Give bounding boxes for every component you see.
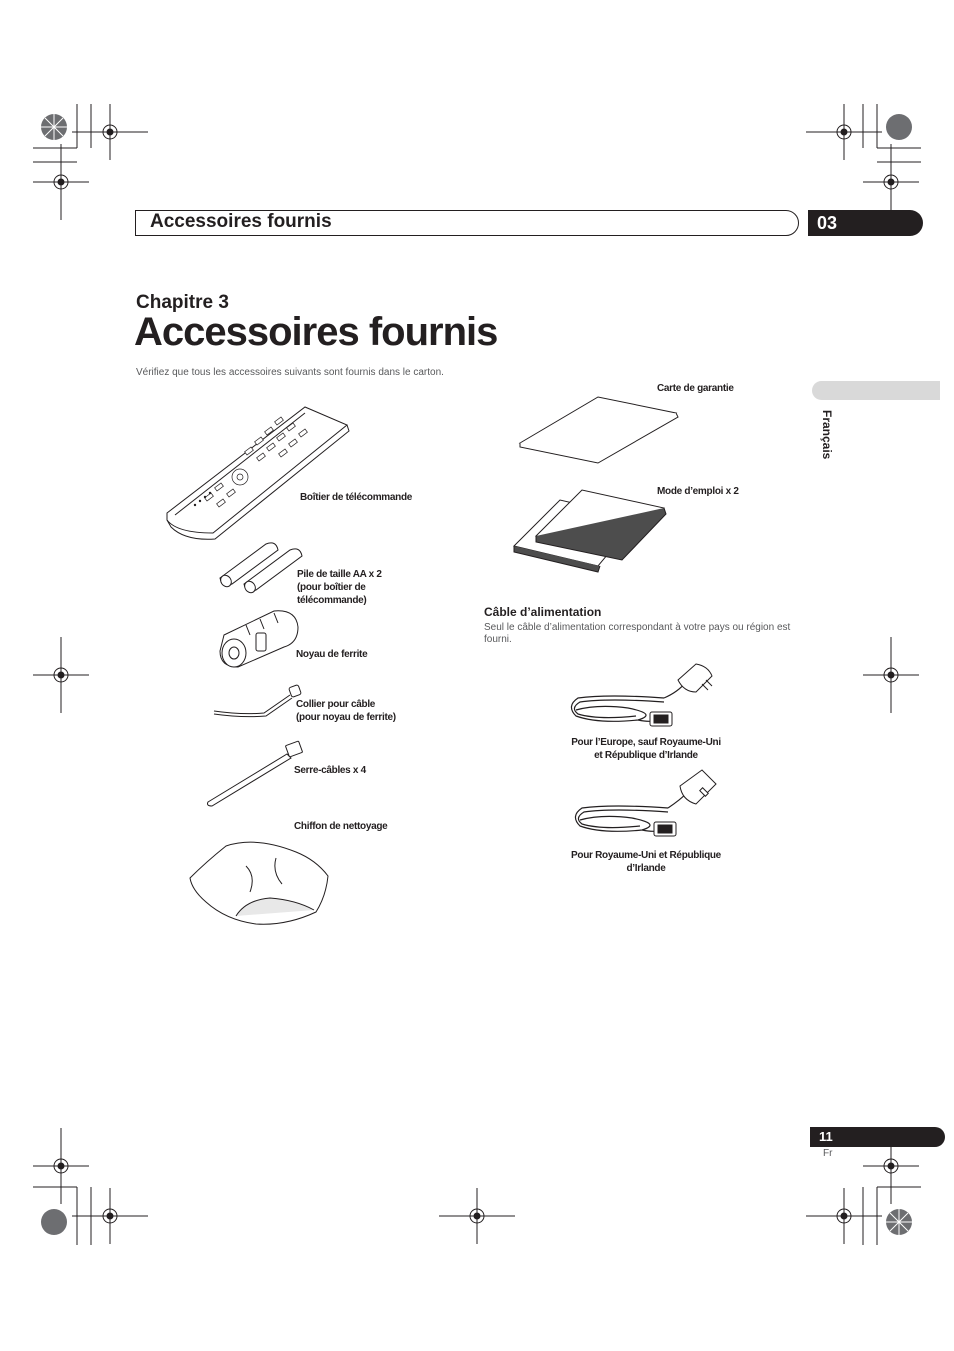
caption-ferrite: Noyau de ferrite (296, 649, 368, 660)
caption-europe-line1: Pour l’Europe, sauf Royaume-Uni (571, 737, 721, 748)
ferrite-core-illustration (216, 605, 301, 670)
caption-battery-line3: télécommande) (297, 595, 367, 606)
page-language-code: Fr (823, 1148, 833, 1159)
language-label: Français (820, 410, 834, 460)
cleaning-cloth-illustration (186, 836, 334, 928)
caption-uk-line2: d’Irlande (626, 863, 666, 874)
caption-battery-line2: (pour boîtier de (297, 582, 366, 593)
header-title: Accessoires fournis (150, 211, 332, 232)
intro-text: Vérifiez que tous les accessoires suivants sont fournis dans le carton. (136, 367, 444, 378)
caption-battery-line1: Pile de taille AA x 2 (297, 569, 382, 580)
battery-illustration (214, 540, 304, 590)
caption-ties: Serre-câbles x 4 (294, 765, 366, 776)
warranty-card-illustration (518, 393, 680, 465)
caption-collar-line2: (pour noyau de ferrite) (296, 712, 396, 723)
caption-battery (297, 568, 382, 607)
chapter-label: Chapitre 3 (136, 292, 229, 313)
caption-manual: Mode d’emploi x 2 (657, 486, 739, 497)
page-number: 11 (810, 1127, 945, 1147)
caption-uk-cable (565, 849, 727, 875)
power-cable-title: Câble d’alimentation (484, 605, 602, 619)
operating-manual-illustration (510, 488, 668, 576)
caption-europe-line2: et République d’Irlande (594, 750, 698, 761)
uk-power-cable-illustration (572, 768, 718, 846)
caption-collar-line1: Collier pour câble (296, 699, 376, 710)
remote-control-illustration (165, 405, 355, 545)
europe-power-cable-illustration (568, 658, 714, 736)
caption-europe-cable (565, 736, 727, 762)
chapter-number-badge: 03 (808, 210, 923, 236)
caption-cloth: Chiffon de nettoyage (294, 821, 388, 832)
caption-remote: Boîtier de télécommande (300, 492, 413, 503)
caption-uk-line1: Pour Royaume-Uni et République (571, 850, 721, 861)
caption-warranty: Carte de garantie (657, 383, 734, 394)
cable-collar-illustration (212, 683, 307, 719)
page-title: Accessoires fournis (134, 310, 498, 354)
caption-collar (296, 698, 396, 724)
language-tab (812, 381, 940, 400)
power-cable-description: Seul le câble d’alimentation correspondant à votre pays ou région est fourni. (484, 622, 791, 645)
